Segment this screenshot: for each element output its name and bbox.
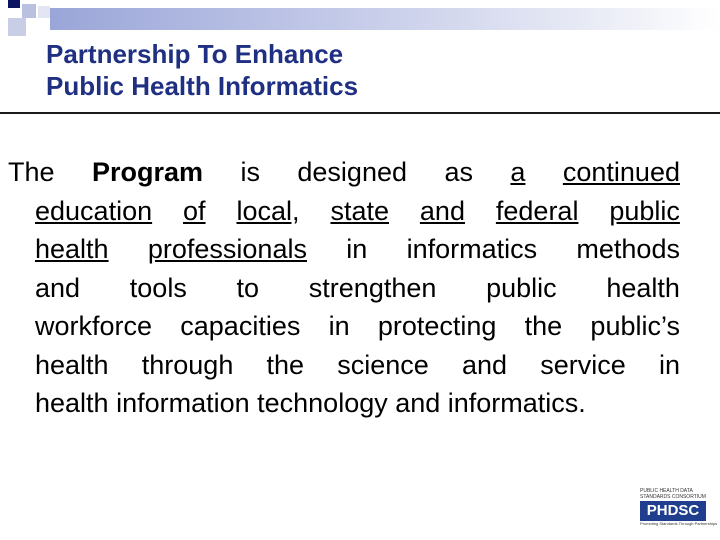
word: and [462, 349, 508, 380]
body-line [8, 346, 680, 385]
word: in [346, 234, 368, 264]
body-line [8, 307, 680, 346]
word-underlined: public [609, 195, 680, 226]
word-underlined: continued [562, 157, 680, 187]
word: public’s [590, 311, 680, 341]
word-underlined: professionals [147, 234, 307, 264]
word: to [236, 272, 260, 303]
word-underlined: a [510, 157, 526, 187]
word: public [486, 272, 557, 303]
title-line: Partnership To Enhance [46, 39, 344, 69]
word-underlined: local, [236, 195, 300, 226]
word: health [35, 349, 109, 380]
word: capacities [180, 311, 301, 341]
word-underlined: state [330, 195, 389, 226]
word: through [141, 349, 234, 380]
body-line [8, 269, 680, 308]
word: in [658, 349, 680, 380]
logo-org-line: PUBLIC HEALTH DATA [640, 488, 693, 494]
decorative-square [38, 6, 50, 18]
word: The [8, 157, 55, 187]
word: as [444, 157, 473, 187]
body-paragraph [8, 153, 680, 423]
word: workforce [35, 311, 153, 341]
logo-acronym: PHDSC [640, 501, 706, 521]
logo-tagline: Promoting Standards Through Partnerships [640, 521, 718, 526]
word: the [266, 349, 305, 380]
word-underlined: of [183, 195, 206, 226]
word: the [524, 311, 563, 341]
word-underlined: and [419, 195, 465, 226]
word: science [337, 349, 429, 380]
word: service [540, 349, 626, 380]
body-line [8, 384, 680, 423]
word: methods [576, 234, 680, 264]
title-line: Public Health Informatics [46, 71, 359, 101]
word: designed [297, 157, 407, 187]
word-underlined: health [35, 234, 109, 264]
logo-org-line: STANDARDS CONSORTIUM [640, 494, 706, 500]
body-line [8, 192, 680, 231]
word: is [240, 157, 260, 187]
body-line-text: health information technology and informatics. [35, 388, 586, 418]
word: tools [129, 272, 187, 303]
slide-title [46, 38, 686, 102]
word-underlined: federal [495, 195, 579, 226]
word: and [35, 272, 81, 303]
phdsc-logo [640, 488, 718, 534]
word-bold: Program [91, 157, 204, 187]
top-gradient-band [50, 8, 720, 30]
word: protecting [377, 311, 497, 341]
word: in [328, 311, 350, 341]
word: informatics [406, 234, 538, 264]
body-line [8, 230, 680, 269]
word: health [606, 272, 680, 303]
word: strengthen [308, 272, 437, 303]
decorative-square [22, 4, 36, 18]
title-divider [0, 112, 720, 114]
word-underlined: education [35, 195, 153, 226]
decorative-square [8, 0, 20, 8]
body-line [8, 153, 680, 192]
decorative-square [8, 18, 26, 36]
